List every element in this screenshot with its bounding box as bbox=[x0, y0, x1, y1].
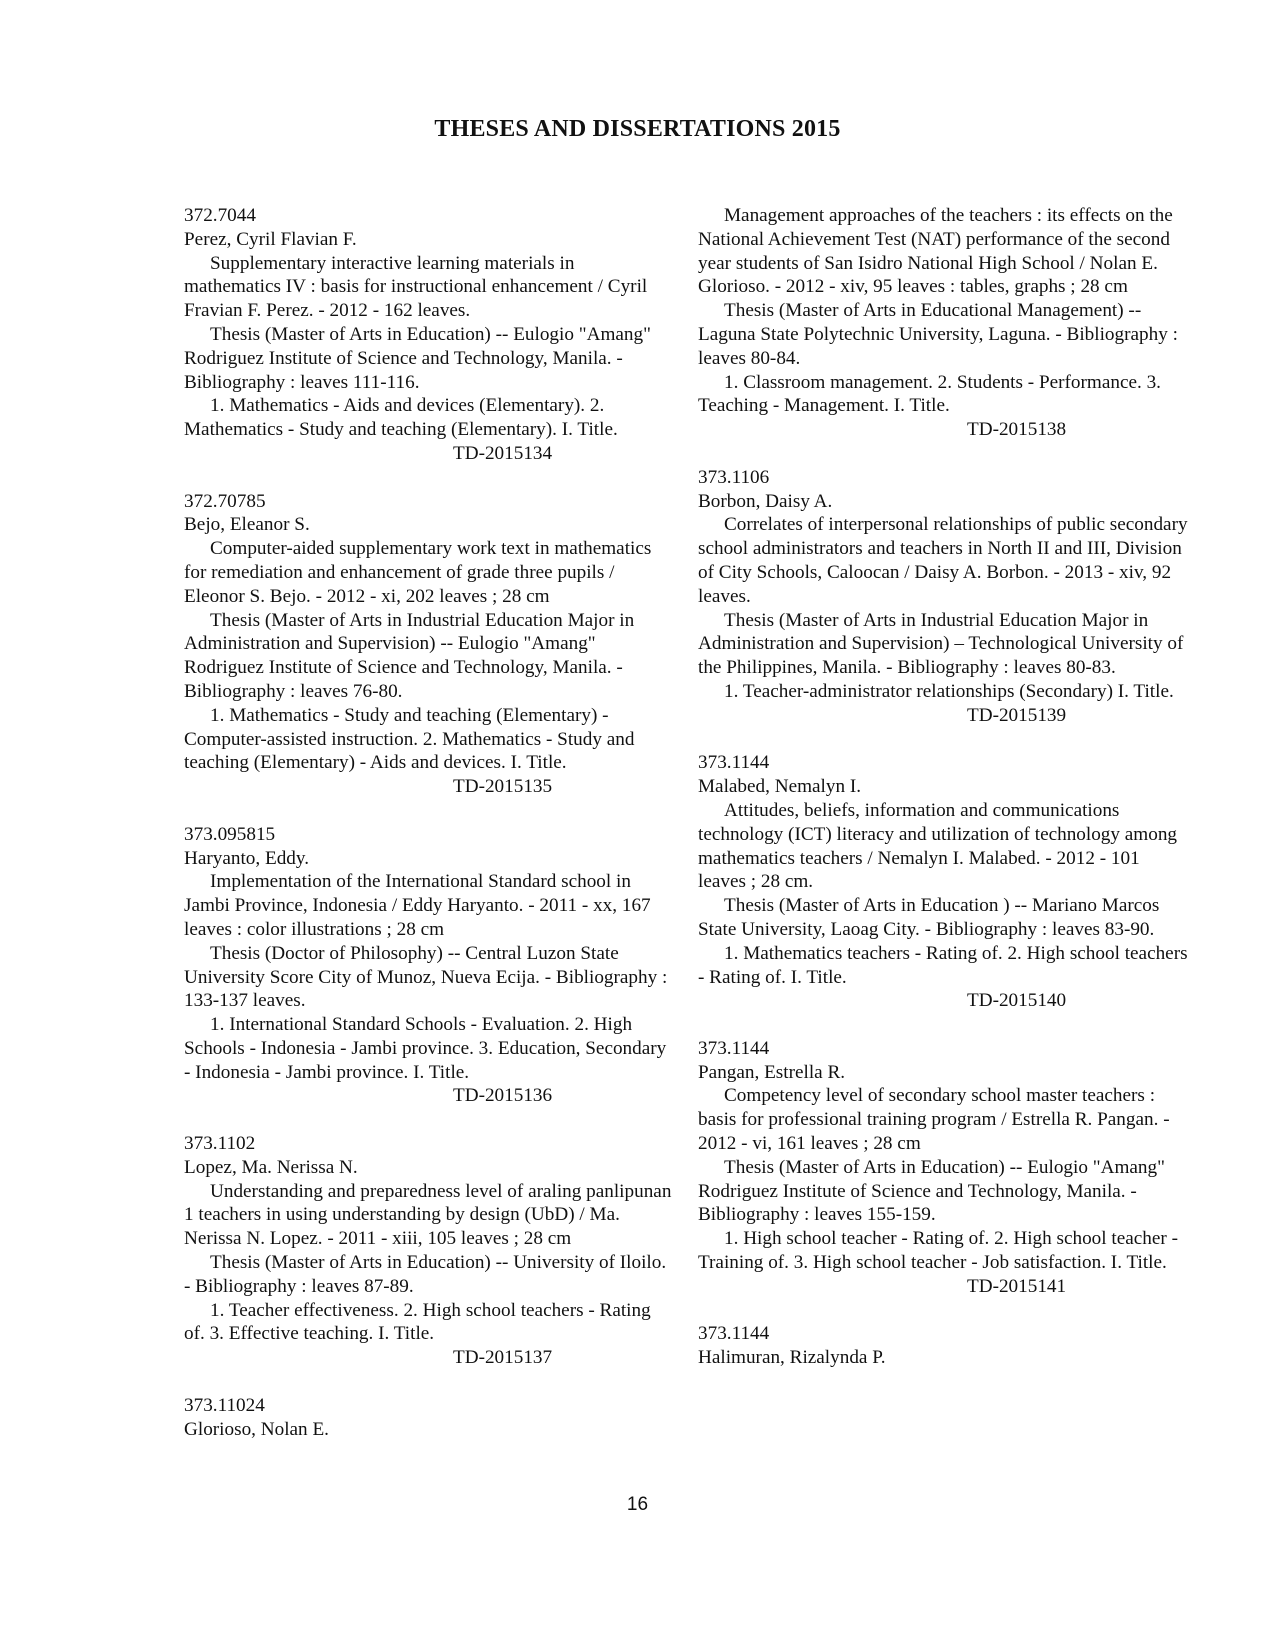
call-number: 373.1106 bbox=[698, 466, 770, 488]
right-column bbox=[698, 204, 1188, 1394]
left-column bbox=[184, 204, 674, 1465]
title-statement: Competency level of secondary school master teachers : basis for professional training program / Estrella R. Pangan. - 2012 - vi, 161 leaves ; 28 cm bbox=[698, 1085, 1170, 1155]
td-number: TD-2015139 bbox=[967, 704, 1067, 726]
td-number: TD-2015140 bbox=[967, 990, 1067, 1012]
subject-headings: 1. Teacher-administrator relationships (Secondary) I. Title. bbox=[724, 680, 1174, 702]
title-statement: Supplementary interactive learning materials in mathematics IV : basis for instructional enhancement / Cyril Fravian F. Perez. - 2012 - 162 leaves. bbox=[184, 252, 648, 322]
subject-headings: 1. Classroom management. 2. Students - Performance. 3. Teaching - Management. I. Title. bbox=[698, 371, 1161, 417]
author: Haryanto, Eddy. bbox=[184, 847, 310, 869]
catalog-entry bbox=[698, 1037, 1188, 1299]
catalog-entry bbox=[698, 1322, 1188, 1370]
call-number: 373.1102 bbox=[184, 1133, 256, 1155]
catalog-entry bbox=[184, 1394, 674, 1442]
call-number: 373.095815 bbox=[184, 823, 276, 845]
author: Glorioso, Nolan E. bbox=[184, 1418, 329, 1440]
catalog-entry bbox=[698, 466, 1188, 728]
subject-headings: 1. Teacher effectiveness. 2. High school teachers - Rating of. 3. Effective teaching. I. Title. bbox=[184, 1299, 651, 1345]
thesis-note: Thesis (Master of Arts in Education) -- University of Iloilo. - Bibliography : leaves 87-89. bbox=[184, 1252, 667, 1297]
td-number: TD-2015136 bbox=[453, 1085, 553, 1107]
subject-headings: 1. Mathematics - Aids and devices (Elementary). 2. Mathematics - Study and teaching (Elementary). I. Title. bbox=[184, 395, 618, 441]
subject-headings: 1. Mathematics - Study and teaching (Elementary) - Computer-assisted instruction. 2. Mathematics - Study and teaching (Elementary) - Aids and devices. I. Title. bbox=[184, 704, 635, 774]
call-number: 373.11024 bbox=[184, 1394, 265, 1416]
thesis-note: Thesis (Master of Arts in Education ) -- Mariano Marcos State University, Laoag City. - Bibliography : leaves 83-90. bbox=[698, 895, 1160, 940]
call-number: 373.1144 bbox=[698, 1037, 770, 1059]
thesis-note: Thesis (Master of Arts in Industrial Education Major in Administration and Supervision) -- Eulogio "Amang" Rodriguez Institute of Science and Technology, Manila. - Bibliography : leaves 76-80. bbox=[184, 609, 635, 702]
title-statement: Implementation of the International Standard school in Jambi Province, Indonesia / Eddy Haryanto. - 2011 - xx, 167 leaves : color illustrations ; 28 cm bbox=[184, 871, 651, 940]
title-statement: Computer-aided supplementary work text in mathematics for remediation and enhancement of grade three pupils / Eleonor S. Bejo. - 2012 - xi, 202 leaves ; 28 cm bbox=[184, 538, 652, 607]
author: Malabed, Nemalyn I. bbox=[698, 776, 862, 798]
catalog-entry bbox=[184, 204, 674, 466]
title-statement: Understanding and preparedness level of araling panlipunan 1 teachers in using understanding by design (UbD) / Ma. Nerissa N. Lopez. - 2011 - xiii, 105 leaves ; 28 cm bbox=[184, 1180, 672, 1250]
thesis-note: Thesis (Doctor of Philosophy) -- Central Luzon State University Score City of Munoz, Nueva Ecija. - Bibliography : 133-137 leaves. bbox=[184, 942, 668, 1012]
author: Halimuran, Rizalynda P. bbox=[698, 1347, 886, 1369]
title-statement: Correlates of interpersonal relationships of public secondary school administrators and teachers in North II and III, Division of City Schools, Caloocan / Daisy A. Borbon. - 2013 - xiv, 92 leaves. bbox=[698, 514, 1188, 607]
td-number: TD-2015141 bbox=[967, 1275, 1067, 1297]
catalog-entry bbox=[698, 751, 1188, 1013]
page-number: 16 bbox=[626, 1494, 649, 1515]
author: Lopez, Ma. Nerissa N. bbox=[184, 1156, 358, 1178]
td-number: TD-2015138 bbox=[967, 419, 1067, 441]
call-number: 373.1144 bbox=[698, 752, 770, 774]
catalog-entry-continued bbox=[698, 204, 1188, 442]
catalog-entry bbox=[184, 823, 674, 1109]
author: Borbon, Daisy A. bbox=[698, 490, 833, 512]
call-number: 372.70785 bbox=[184, 490, 266, 512]
td-number: TD-2015134 bbox=[453, 442, 553, 464]
thesis-note: Thesis (Master of Arts in Educational Management) -- Laguna State Polytechnic University, Laguna. - Bibliography : leaves 80-84. bbox=[698, 300, 1178, 369]
catalog-entry bbox=[184, 1132, 674, 1370]
thesis-note: Thesis (Master of Arts in Education) -- Eulogio "Amang" Rodriguez Institute of Science and Technology, Manila. - Bibliography : leaves 111-116. bbox=[184, 323, 651, 393]
thesis-note: Thesis (Master of Arts in Industrial Education Major in Administration and Supervision) – Technological University of the Philippines, Manila. - Bibliography : leaves 80-83. bbox=[698, 609, 1184, 679]
subject-headings: 1. International Standard Schools - Evaluation. 2. High Schools - Indonesia - Jambi province. 3. Education, Secondary - Indonesia - Jambi province. I. Title. bbox=[184, 1014, 667, 1083]
title-statement: Attitudes, beliefs, information and communications technology (ICT) literacy and utilization of technology among mathematics teachers / Nemalyn I. Malabed. - 2012 - 101 leaves ; 28 cm. bbox=[698, 799, 1178, 893]
author: Bejo, Eleanor S. bbox=[184, 514, 310, 536]
page-title: THESES AND DISSERTATIONS 2015 bbox=[434, 116, 841, 142]
td-number: TD-2015135 bbox=[453, 776, 553, 798]
call-number: 373.1144 bbox=[698, 1323, 770, 1345]
thesis-note: Thesis (Master of Arts in Education) -- Eulogio "Amang" Rodriguez Institute of Science and Technology, Manila. - Bibliography : leaves 155-159. bbox=[698, 1156, 1165, 1226]
subject-headings: 1. Mathematics teachers - Rating of. 2. High school teachers - Rating of. I. Title. bbox=[698, 942, 1188, 988]
author: Perez, Cyril Flavian F. bbox=[184, 228, 357, 250]
call-number: 372.7044 bbox=[184, 205, 256, 226]
title-statement: Management approaches of the teachers : its effects on the National Achievement Test (NAT) performance of the second year students of San Isidro National High School / Nolan E. Glorioso. - 2012 - xiv, 95 leaves : tables, graphs ; 28 cm bbox=[698, 205, 1173, 298]
subject-headings: 1. High school teacher - Rating of. 2. High school teacher - Training of. 3. High school teacher - Job satisfaction. I. Title. bbox=[698, 1228, 1178, 1274]
author: Pangan, Estrella R. bbox=[698, 1061, 846, 1083]
catalog-entry bbox=[184, 490, 674, 799]
td-number: TD-2015137 bbox=[453, 1347, 553, 1369]
